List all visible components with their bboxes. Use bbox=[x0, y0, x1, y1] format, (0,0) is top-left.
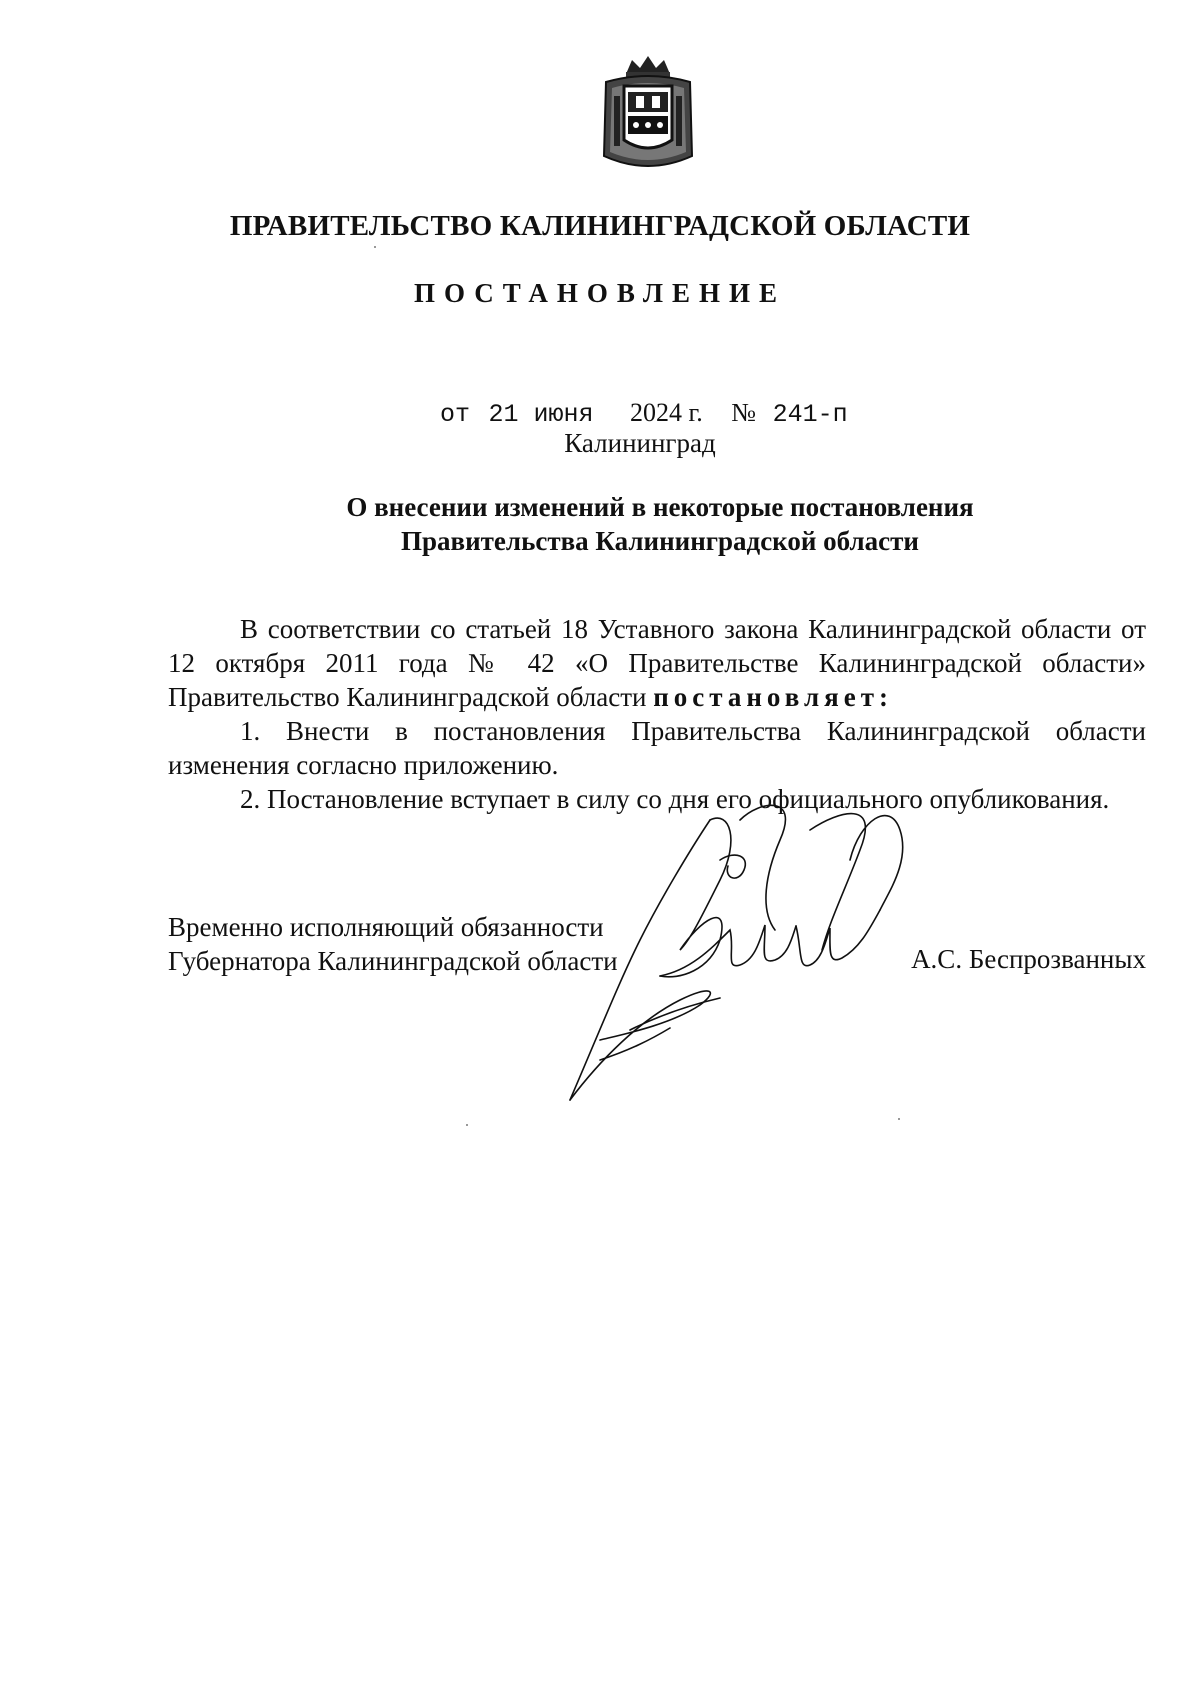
date-prefix: от bbox=[440, 400, 471, 429]
scan-speck bbox=[898, 1118, 900, 1120]
item-1: 1. Внести в постановления Правительства Калининградской области изменения согласно приложению. bbox=[168, 716, 1146, 780]
decree-word: постановляет: bbox=[653, 682, 893, 712]
signatory-position bbox=[168, 910, 618, 978]
document-subject bbox=[300, 490, 1020, 558]
document-body bbox=[168, 612, 1146, 816]
preamble-text: В соответствии со статьей 18 Уставного закона Калининградской области от 12 октября 2011 года № 42 «О Правительстве Калининградской области» Правительство Калининградской области bbox=[168, 614, 1146, 712]
scan-speck bbox=[374, 246, 376, 248]
city: Калининград bbox=[564, 428, 716, 458]
coat-of-arms-icon bbox=[598, 52, 698, 176]
preamble-paragraph bbox=[168, 612, 1146, 714]
item-2: 2. Постановление вступает в силу со дня его официального опубликования. bbox=[240, 784, 1110, 814]
registration-line bbox=[440, 398, 848, 429]
scan-speck bbox=[466, 1124, 468, 1126]
signatory-name: А.С. Беспрозванных bbox=[911, 944, 1146, 974]
document-number: 241-п bbox=[772, 400, 848, 429]
position-line-1: Временно исполняющий обязанности bbox=[168, 912, 604, 942]
subject-line-1: О внесении изменений в некоторые постановления bbox=[346, 492, 974, 522]
document-type: ПОСТАНОВЛЕНИЕ bbox=[413, 278, 787, 308]
organization-title: ПРАВИТЕЛЬСТВО КАЛИНИНГРАДСКОЙ ОБЛАСТИ bbox=[229, 210, 971, 242]
date-day-month: 21 июня bbox=[488, 400, 594, 429]
number-sign: № bbox=[731, 398, 757, 427]
date-year: 2024 г. bbox=[630, 398, 703, 427]
subject-line-2: Правительства Калининградской области bbox=[401, 526, 919, 556]
handwritten-signature-icon bbox=[560, 800, 980, 1110]
position-line-2: Губернатора Калининградской области bbox=[168, 946, 618, 976]
